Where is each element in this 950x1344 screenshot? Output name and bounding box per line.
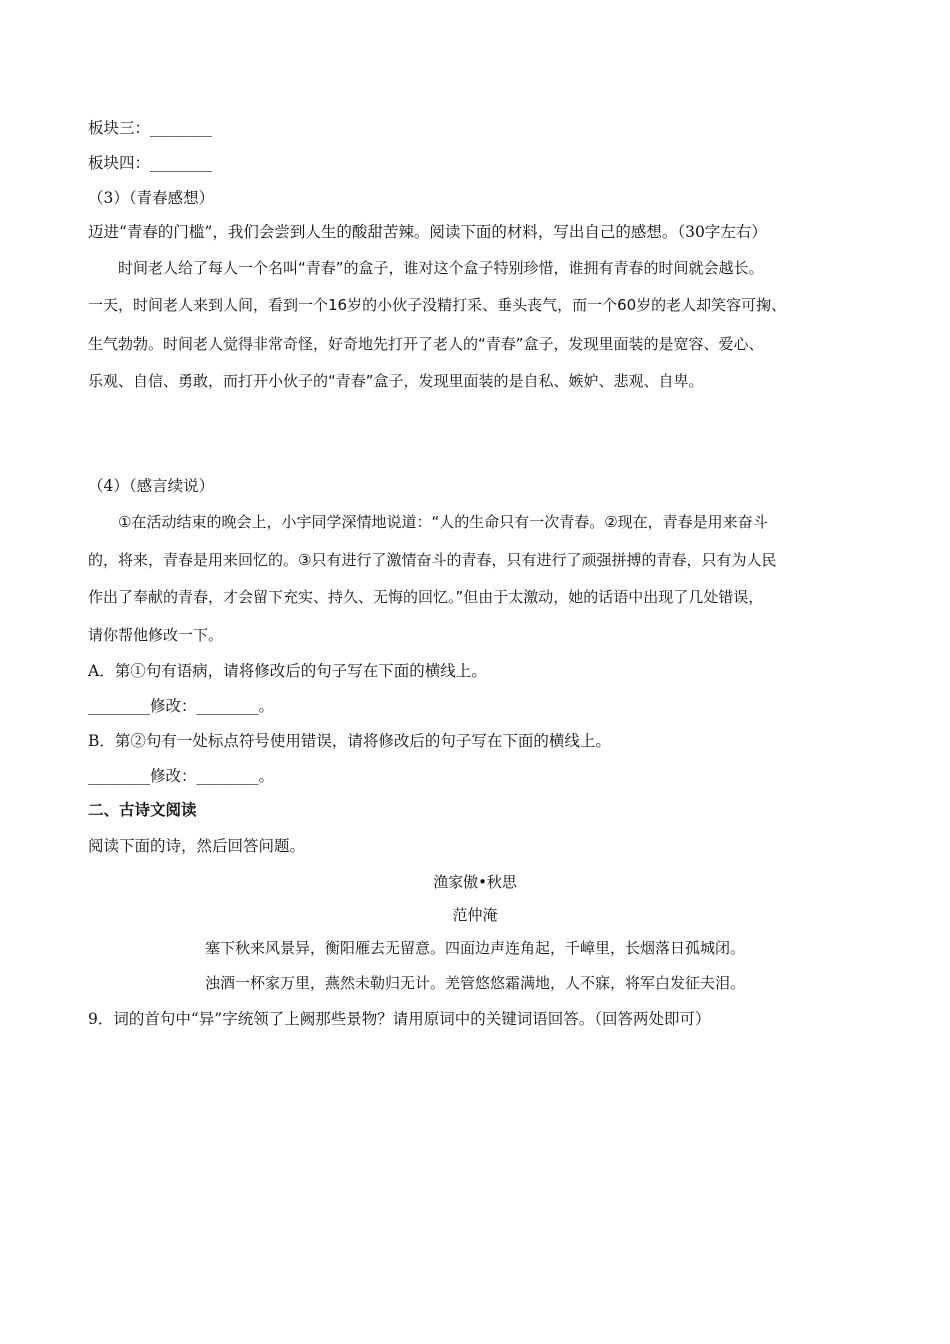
block-3-line: 板块三：________ bbox=[88, 119, 213, 137]
story-line-1: 时间老人给了每人一个名叫“青春”的盒子，谁对这个盒子特别珍惜，谁拥有青春的时间就会越长。 bbox=[118, 259, 764, 277]
question-4b-prompt: B．第②句有一处标点符号使用错误，请将修改后的句子写在下面的横线上。 bbox=[88, 732, 611, 750]
poem-line-2: 浊酒一杯家万里，燕然未勒归无计。羌管悠悠霜满地，人不寐，将军白发征夫泪。 bbox=[204, 974, 745, 992]
block-4-line: 板块四：________ bbox=[88, 154, 213, 172]
story-line-4: 乐观、自信、勇敢，而打开小伙子的“青春”盒子，发现里面装的是自私、嫉妒、悲观、自卑。 bbox=[88, 372, 704, 390]
question-4-title: （4）（感言续说） bbox=[88, 477, 215, 495]
poem-title: 渔家傲•秋思 bbox=[433, 873, 517, 891]
passage-line-4: 请你帮他修改一下。 bbox=[88, 626, 224, 644]
story-line-2: 一天，时间老人来到人间，看到一个16岁的小伙子没精打采、垂头丧气，而一个60岁的老人却笑容可掬、 bbox=[88, 296, 787, 314]
poem-intro: 阅读下面的诗，然后回答问题。 bbox=[88, 837, 306, 855]
passage-line-2: 的，将来，青春是用来回忆的。③只有进行了激情奋斗的青春，只有进行了顽强拼搏的青春，只有为人民 bbox=[88, 551, 777, 569]
story-line-3: 生气勃勃。时间老人觉得非常奇怪，好奇地先打开了老人的“青春”盒子，发现里面装的是宽容、爱心、 bbox=[88, 335, 764, 353]
question-4b-answer-line: ________修改：________。 bbox=[88, 767, 275, 785]
poem-line-1: 塞下秋来风景异，衡阳雁去无留意。四面边声连角起，千嶂里，长烟落日孤城闭。 bbox=[204, 939, 745, 957]
question-4a-prompt: A．第①句有语病，请将修改后的句子写在下面的横线上。 bbox=[88, 662, 487, 680]
passage-line-3: 作出了奉献的青春，才会留下充实、持久、无悔的回忆。”但由于太激动，她的话语中出现了几处错误， bbox=[88, 588, 764, 606]
question-9: 9．词的首句中“异”字统领了上阙那些景物？请用原词中的关键词语回答。（回答两处即可） bbox=[88, 1010, 711, 1028]
passage-line-1: ①在活动结束的晚会上，小宇同学深情地说道：“人的生命只有一次青春。②现在，青春是用来奋斗 bbox=[118, 513, 768, 531]
question-3-title: （3）（青春感想） bbox=[88, 189, 215, 207]
poem-author: 范仲淹 bbox=[452, 906, 498, 924]
question-3-prompt: 迈进“青春的门槛”，我们会尝到人生的酸甜苦辣。阅读下面的材料，写出自己的感想。（30字左右） bbox=[88, 223, 767, 241]
section-2-heading: 二、古诗文阅读 bbox=[88, 802, 197, 819]
question-4a-answer-line: ________修改：________。 bbox=[88, 697, 275, 715]
